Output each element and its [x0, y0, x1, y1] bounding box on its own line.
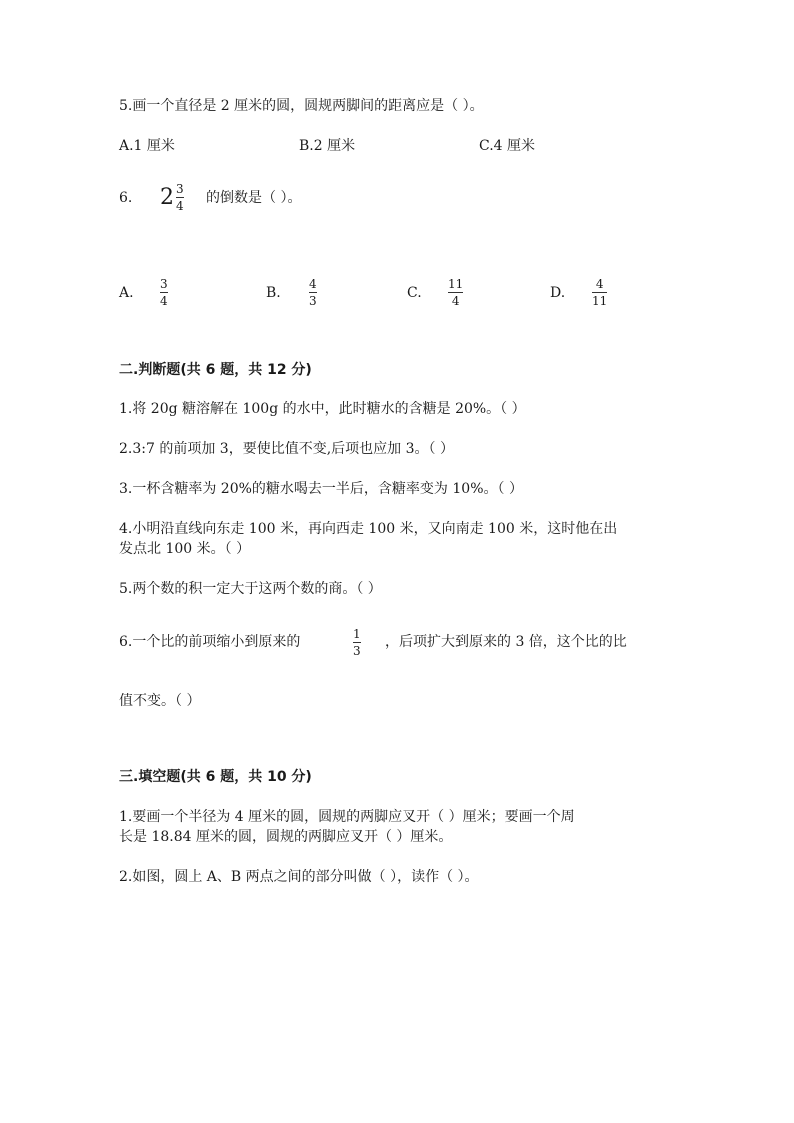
s2-question-6-suffix: ，后项扩大到原来的 3 倍，这个比的比 — [385, 634, 627, 650]
q6-option-b-fraction — [309, 277, 317, 308]
q6-option-b-label: B. — [266, 285, 281, 301]
numerator: 1 — [353, 627, 361, 641]
s3-question-1-line-2: 长是 18.84 厘米的圆，圆规的两脚应叉开（ ）厘米。 — [119, 829, 453, 845]
s2-question-6-line-2: 值不变。（ ） — [119, 693, 201, 709]
q6-mixed-numerator: 3 — [176, 182, 184, 196]
q6-mixed-whole: 2 — [160, 185, 174, 210]
q6-option-d-fraction — [592, 277, 607, 308]
q6-option-a-label: A. — [119, 285, 134, 301]
numerator: 4 — [309, 277, 317, 291]
s2-question-3: 3.一杯含糖率为 20%的糖水喝去一半后，含糖率变为 10%。（ ） — [119, 481, 523, 497]
q6-mixed-fraction — [176, 182, 184, 213]
denominator: 3 — [309, 294, 317, 308]
numerator: 11 — [448, 277, 464, 291]
q6-mixed-number — [160, 182, 184, 213]
fraction-bar — [160, 292, 168, 293]
denominator: 4 — [451, 294, 460, 308]
s2-question-5: 5.两个数的积一定大于这两个数的商。（ ） — [119, 581, 382, 597]
s2-question-6-fraction — [353, 627, 361, 658]
q5-option-a: A.1 厘米 — [119, 138, 175, 154]
fraction-bar — [448, 292, 463, 293]
q6-mixed-denominator: 4 — [176, 199, 184, 213]
s2-question-1: 1.将 20g 糖溶解在 100g 的水中，此时糖水的含糖是 20%。（ ） — [119, 401, 526, 417]
section-3-heading: 三.填空题(共 6 题，共 10 分) — [119, 769, 312, 785]
q6-option-d-label: D. — [550, 285, 566, 301]
numerator: 4 — [595, 277, 604, 291]
q6-option-c-fraction — [448, 277, 463, 308]
question-6-text: 的倒数是（ ）。 — [206, 190, 302, 206]
section-2-heading: 二.判断题(共 6 题，共 12 分) — [119, 362, 312, 378]
s2-question-2: 2.3:7 的前项加 3，要使比值不变,后项也应加 3。（ ） — [119, 441, 454, 457]
denominator: 11 — [592, 294, 608, 308]
fraction-bar — [309, 292, 317, 293]
q6-option-a-fraction — [160, 277, 168, 308]
numerator: 3 — [160, 277, 168, 291]
s2-question-4-line-1: 4.小明沿直线向东走 100 米，再向西走 100 米，又向南走 100 米，这时他在出 — [119, 521, 618, 537]
s2-question-4-line-2: 发点北 100 米。（ ） — [119, 541, 251, 557]
fraction-bar — [176, 197, 184, 198]
q5-option-c: C.4 厘米 — [479, 138, 536, 154]
s2-question-6-prefix: 6.一个比的前项缩小到原来的 — [119, 634, 301, 650]
s3-question-1-line-1: 1.要画一个半径为 4 厘米的圆，圆规的两脚应叉开（ ）厘米；要画一个周 — [119, 809, 575, 825]
question-6-number: 6. — [119, 190, 133, 206]
fraction-bar — [353, 642, 361, 643]
q5-option-b: B.2 厘米 — [299, 138, 356, 154]
question-5-text: 5.画一个直径是 2 厘米的圆，圆规两脚间的距离应是（ ）。 — [119, 98, 484, 114]
q6-option-c-label: C. — [407, 285, 422, 301]
fraction-bar — [592, 292, 607, 293]
denominator: 3 — [353, 644, 361, 658]
denominator: 4 — [160, 294, 168, 308]
s3-question-2: 2.如图，圆上 A、B 两点之间的部分叫做（ ），读作（ ）。 — [119, 869, 479, 885]
